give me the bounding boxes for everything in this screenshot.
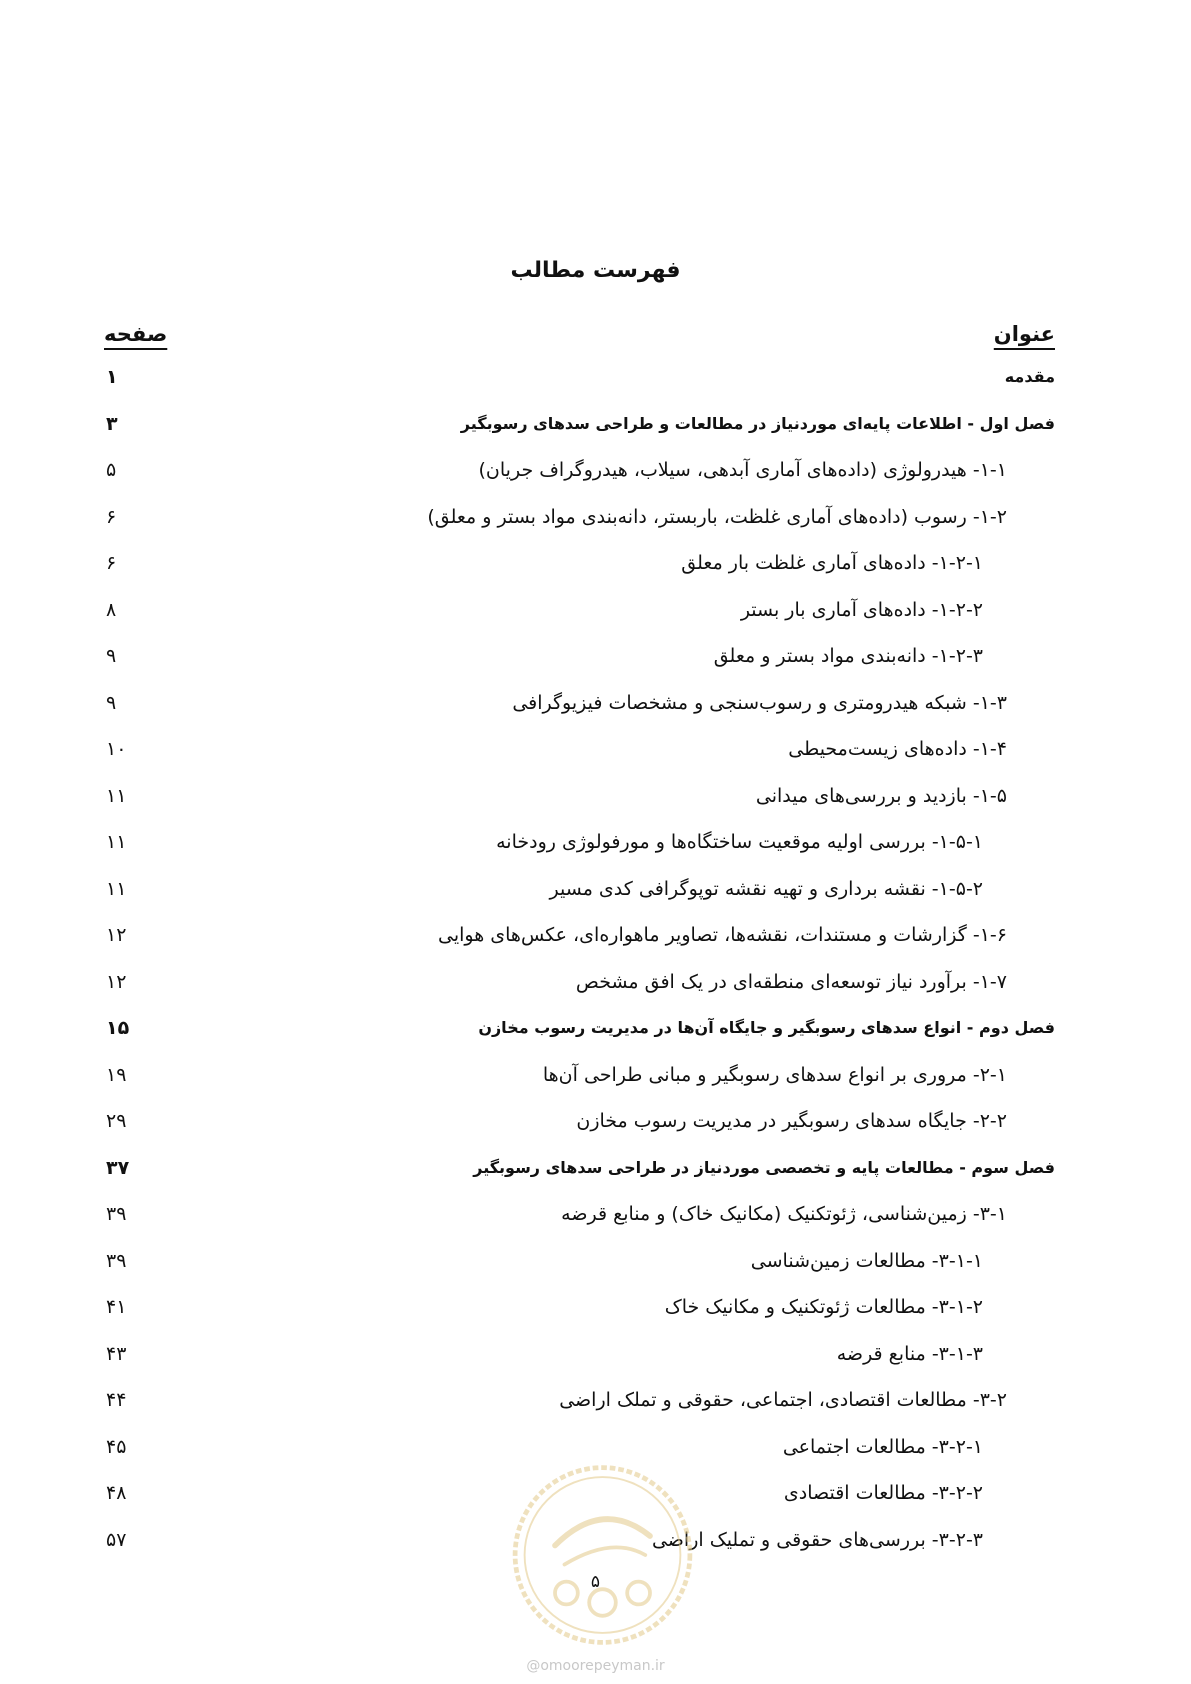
page-column-header: صفحه [104,322,168,346]
toc-entry-title: ۲-۱- مروری بر انواع سدهای رسوبگیر و مبانی طراحی آن‌ها [542,1063,1007,1086]
toc-entry-title: ۳-۱-۱- مطالعات زمین‌شناسی [750,1249,983,1272]
page-number: ۵ [590,1572,601,1592]
toc-entry-title: ۳-۱- زمین‌شناسی، ژئوتکنیک (مکانیک خاک) و منابع قرضه [561,1203,1007,1225]
toc-entry-page: ۱۲ [106,970,127,993]
toc-row [0,920,1191,967]
toc-row [0,641,1191,688]
toc-entry-page: ۱۱ [106,784,127,807]
toc-row [0,455,1191,502]
toc-entry-title: ۳-۲-۱- مطالعات اجتماعی [782,1435,983,1458]
toc-row [0,688,1191,735]
toc-entry-title: فصل اول - اطلاعات پایه‌ای موردنیاز در مطالعات و طراحی سدهای رسوبگیر [460,413,1055,433]
toc-row [0,1106,1191,1153]
toc-entry-title: ۱-۵-۱- بررسی اولیه موقعیت ساختگاه‌ها و مورفولوژی رودخانه [496,831,983,853]
toc-entry-page: ۴۵ [106,1435,127,1458]
toc-row [0,362,1191,409]
toc-entry-page: ۹ [106,691,117,714]
toc-row [0,1292,1191,1339]
toc-entry-page: ۱۹ [106,1063,127,1086]
toc-entry-page: ۴۴ [106,1389,127,1411]
toc-entry-page: ۶ [106,505,117,528]
toc-entry-title: ۱-۲-۲- داده‌های آماری بار بستر [740,598,983,621]
toc-row [0,1246,1191,1293]
page-title: فهرست مطالب [510,258,681,283]
toc-entry-page: ۵ [106,459,117,481]
watermark-seal-icon [505,1460,700,1650]
toc-entry-title: ۱-۳- شبکه هیدرومتری و رسوب‌سنجی و مشخصات فیزیوگرافی [512,691,1007,714]
toc-entry-page: ۱۱ [106,831,127,853]
toc-entry-page: ۴۸ [106,1482,127,1504]
toc-entry-page: ۱۵ [106,1017,130,1039]
toc-entry-title: ۱-۵-۲- نقشه برداری و تهیه نقشه توپوگرافی کدی مسیر [549,877,983,900]
toc-entry-page: ۱۰ [106,738,127,760]
toc-entry-page: ۹ [106,645,117,667]
toc-row [0,1339,1191,1386]
toc-entry-title: ۳-۱-۳- منابع قرضه [836,1342,983,1365]
toc-entry-page: ۳۹ [106,1203,127,1225]
toc-entry-title: فصل دوم - انواع سدهای رسوبگیر و جایگاه آن‌ها در مدیریت رسوب مخازن [478,1018,1055,1037]
toc-entry-title: ۳-۲-۲- مطالعات اقتصادی [783,1482,983,1504]
toc-entry-title: ۱-۲- رسوب (داده‌های آماری غلظت، باربستر، دانه‌بندی مواد بستر و معلق) [427,505,1007,528]
toc-entry-title: ۳-۲- مطالعات اقتصادی، اجتماعی، حقوقی و تملک اراضی [559,1389,1007,1411]
toc-entry-title: ۱-۲-۱- داده‌های آماری غلظت بار معلق [681,552,983,574]
toc-row [0,1153,1191,1200]
toc-row [0,1013,1191,1060]
toc-row [0,734,1191,781]
toc-row [0,1199,1191,1246]
toc-row [0,781,1191,828]
toc-entry-page: ۱۱ [106,877,127,900]
toc-row [0,409,1191,456]
toc-entry-title: ۱-۷- برآورد نیاز توسعه‌ای منطقه‌ای در یک افق مشخص [575,970,1007,993]
toc-entry-title: فصل سوم - مطالعات پایه و تخصصی موردنیاز در طراحی سدهای رسوبگیر [473,1157,1055,1177]
toc-entry-page: ۳۹ [106,1249,127,1272]
toc-row [0,548,1191,595]
toc-entry-title: ۱-۶- گزارشات و مستندات، نقشه‌ها، تصاویر ماهواره‌ای، عکس‌های هوایی [437,924,1007,946]
toc-row [0,1060,1191,1107]
toc-entry-title: مقدمه [1004,367,1055,386]
toc-entry-title: ۳-۲-۳- بررسی‌های حقوقی و تملیک اراضی [651,1528,983,1551]
toc-entry-page: ۶ [106,552,117,574]
toc-row [0,827,1191,874]
toc-entry-title: ۳-۱-۲- مطالعات ژئوتکنیک و مکانیک خاک [664,1296,983,1318]
toc-row [0,1385,1191,1432]
toc-entry-page: ۸ [106,598,117,621]
toc-row [0,967,1191,1014]
toc-entry-page: ۳۷ [106,1156,130,1179]
toc-entry-page: ۱۲ [106,924,127,946]
toc-entry-page: ۱ [106,366,118,388]
toc-entry-title: ۱-۱- هیدرولوژی (داده‌های آماری آبدهی، سیلاب، هیدروگراف جریان) [478,459,1007,481]
toc-row [0,874,1191,921]
toc-entry-title: ۱-۵- بازدید و بررسی‌های میدانی [755,784,1007,807]
table-of-contents [0,362,1191,1571]
toc-entry-page: ۳ [106,412,118,435]
toc-entry-title: ۱-۲-۳- دانه‌بندی مواد بستر و معلق [713,645,983,667]
toc-entry-page: ۴۳ [106,1342,127,1365]
toc-entry-page: ۴۱ [106,1296,127,1318]
toc-entry-title: ۲-۲- جایگاه سدهای رسوبگیر در مدیریت رسوب مخازن [576,1110,1007,1132]
toc-entry-title: ۱-۴- داده‌های زیست‌محیطی [788,738,1007,760]
watermark-url: @omoorepeyman.ir [526,1658,665,1674]
toc-row [0,502,1191,549]
title-column-header: عنوان [993,322,1055,346]
toc-row [0,595,1191,642]
toc-entry-page: ۲۹ [106,1110,127,1132]
toc-entry-page: ۵۷ [106,1528,127,1551]
